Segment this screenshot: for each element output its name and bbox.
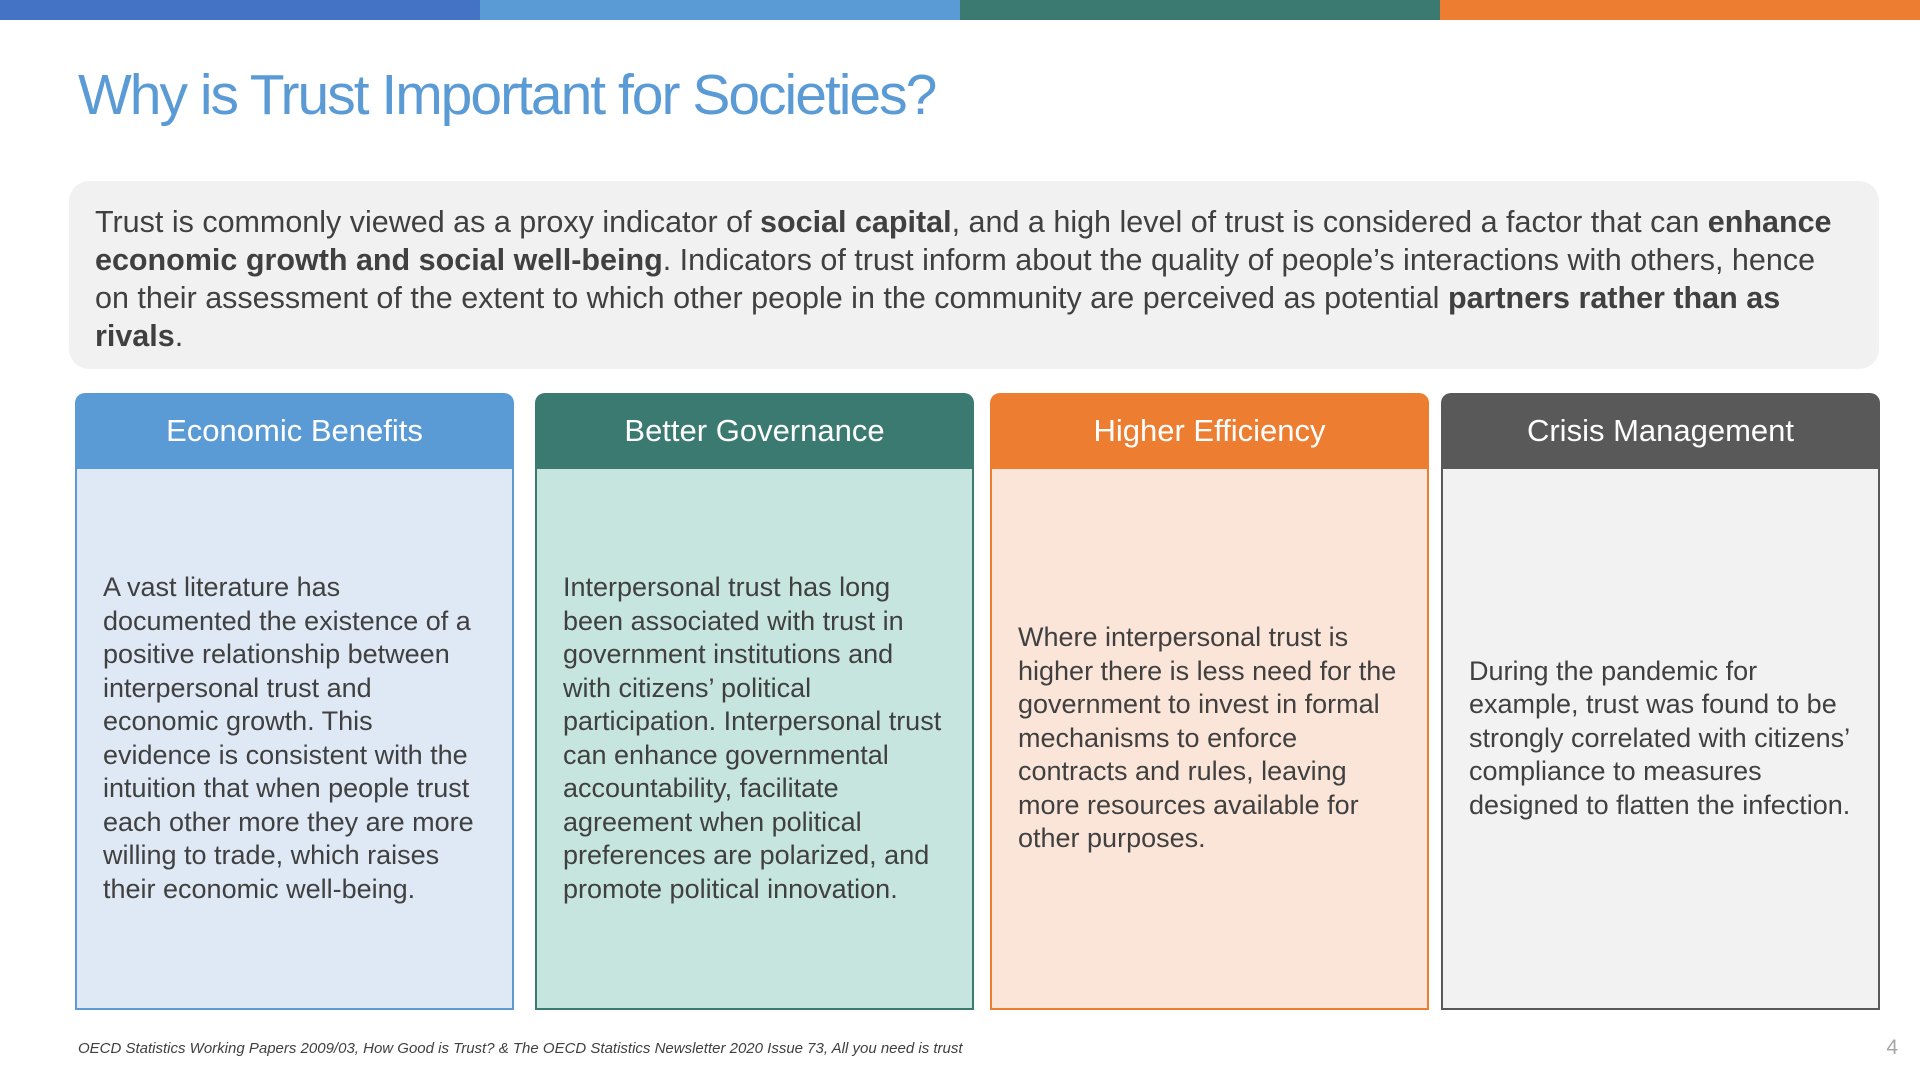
intro-emphasis: social capital [760,205,952,239]
intro-emphasis: enhance economic growth and social well-being [95,205,1832,277]
card-body [535,469,974,1010]
card-header: Better Governance [535,393,974,469]
source-citation: OECD Statistics Working Papers 2009/03, How Good is Trust? & The OECD Statistics Newsletter 2020 Issue 73, All you need is trust [78,1040,963,1057]
card-text: A vast literature has documented the existence of a positive relationship between interpersonal trust and economic growth. This evidence is consistent with the intuition that when people trust each other more they are more willing to trade, which raises their economic well-being. [103,572,474,904]
intro-text [95,203,1853,355]
intro-run: Trust is commonly viewed as a proxy indicator of [95,205,761,239]
card-body [75,469,514,1010]
intro-run: , and a high level of trust is considered a factor that can [951,205,1708,239]
top-bar-segment [480,0,960,20]
intro-box [69,181,1879,369]
card-economic-benefits [75,393,514,1010]
card-better-governance [535,393,974,1010]
card-higher-efficiency [990,393,1429,1010]
card-text: Where interpersonal trust is higher there is less need for the government to invest in formal mechanisms to enforce contracts and rules, leaving more resources available for other purposes. [1018,622,1397,854]
card-text: During the pandemic for example, trust was found to be strongly correlated with citizens’ compliance to measures designed to flatten the infection. [1469,655,1851,820]
top-color-bar [0,0,1920,20]
intro-run: . Indicators of trust inform about the quality of people’s interactions with others, hence on their assessment of the extent to which other people in the community are perceived as potential [95,243,1816,315]
intro-run: . [174,319,184,353]
top-bar-segment [0,0,480,20]
card-header: Economic Benefits [75,393,514,469]
card-body [1441,469,1880,1010]
card-header: Crisis Management [1441,393,1880,469]
intro-emphasis: partners rather than as rivals [95,281,1781,353]
slide-title: Why is Trust Important for Societies? [78,63,936,127]
card-body [990,469,1429,1010]
top-bar-segment [1440,0,1920,20]
card-text: Interpersonal trust has long been associated with trust in government institutions and with citizens’ political participation. Interpersonal trust can enhance governmental accountability, facilitate agreement when political preferences are polarized, and promote political innovation. [563,572,942,904]
page-number: 4 [1886,1036,1898,1059]
card-crisis-management [1441,393,1880,1010]
top-bar-segment [960,0,1440,20]
card-header: Higher Efficiency [990,393,1429,469]
